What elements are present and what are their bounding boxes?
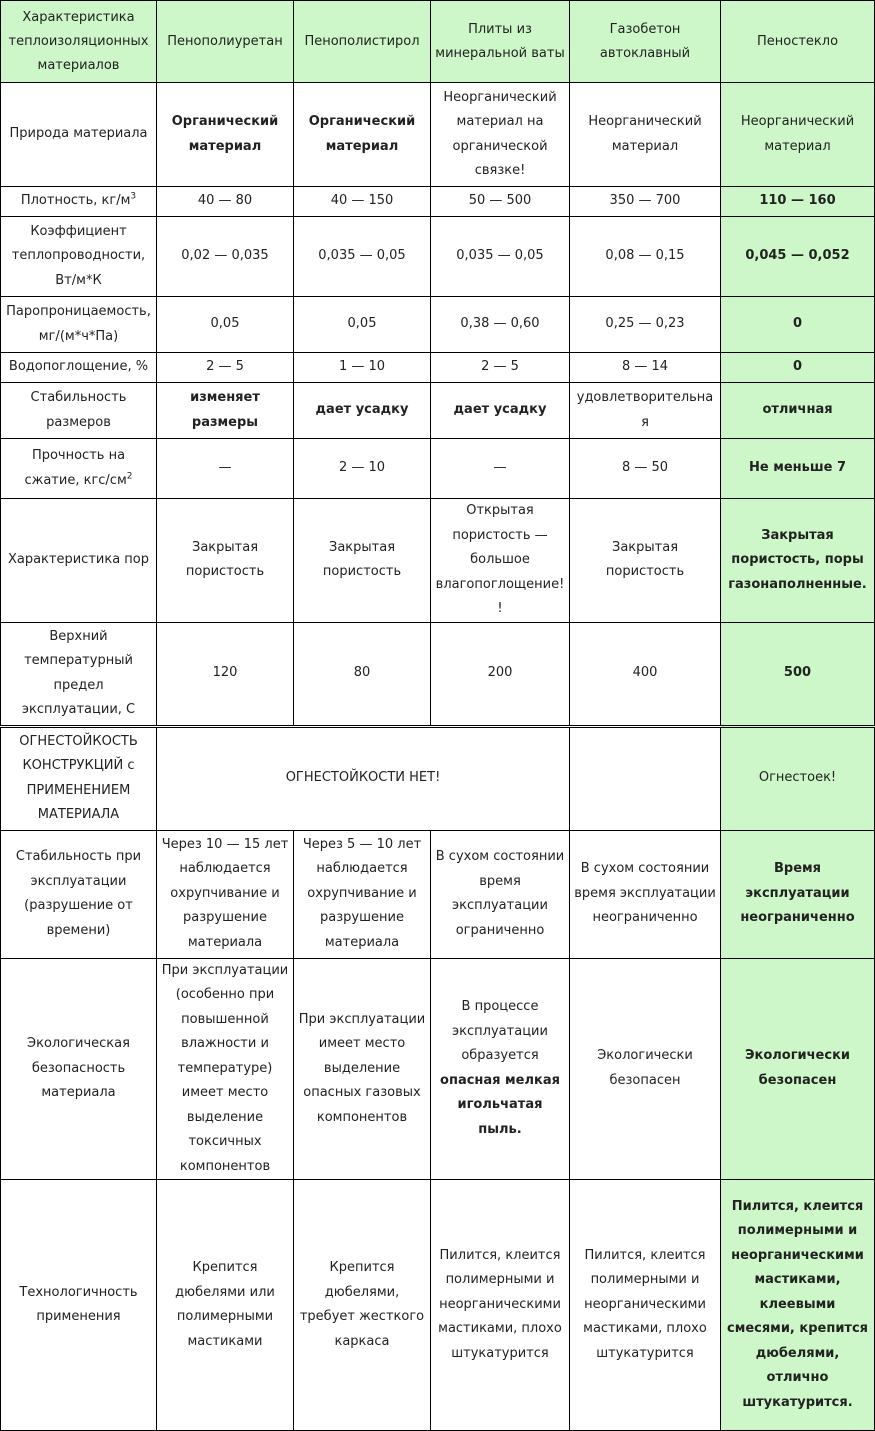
row-ecology	[1, 958, 875, 1180]
cell-gas-concrete: удовлетворительная	[570, 383, 721, 439]
cell-mineral-wool: 50 — 500	[431, 187, 570, 217]
cell-polystyrene: 40 — 150	[294, 187, 431, 217]
row-label: Характеристика пор	[1, 499, 157, 623]
unit-superscript: 2	[126, 471, 133, 482]
row-label	[1, 439, 157, 499]
header-polystyrene: Пенополистирол	[294, 1, 431, 83]
cell-foam-glass: 110 — 160	[721, 187, 875, 217]
row-durability	[1, 830, 875, 958]
row-density	[1, 187, 875, 217]
cell-polystyrene: При эксплуатации имеет место выделение опасных газовых компонентов	[294, 958, 431, 1180]
cell-mineral-wool: Неорганический материал на органической связке!	[431, 83, 570, 187]
header-characteristic: Характеристика теплоизоляционных материалов	[1, 1, 157, 83]
header-mineral-wool: Плиты из минеральной ваты	[431, 1, 570, 83]
cell-polystyrene: Через 5 — 10 лет наблюдается охрупчивание и разрушение материала	[294, 830, 431, 958]
row-label: Технологичность применения	[1, 1180, 157, 1431]
row-fire-resistance	[1, 726, 875, 830]
cell-polyurethane: изменяет размеры	[157, 383, 294, 439]
cell-polyurethane: —	[157, 439, 294, 499]
cell-mineral-wool: 0,38 — 0,60	[431, 297, 570, 353]
cell-polystyrene: 0,05	[294, 297, 431, 353]
header-polyurethane: Пенополиуретан	[157, 1, 294, 83]
cell-foam-glass: 0	[721, 297, 875, 353]
cell-polyurethane: 40 — 80	[157, 187, 294, 217]
cell-polystyrene: Закрытая пористость	[294, 499, 431, 623]
cell-polyurethane: 0,02 — 0,035	[157, 217, 294, 297]
cell-gas-concrete: 8 — 50	[570, 439, 721, 499]
row-label	[1, 187, 157, 217]
cell-gas-concrete: 8 — 14	[570, 353, 721, 383]
cell-foam-glass: 0,045 — 0,052	[721, 217, 875, 297]
cell-mineral-wool: 0,035 — 0,05	[431, 217, 570, 297]
cell-foam-glass: 500	[721, 622, 875, 726]
cell-foam-glass: Пилится, клеится полимерными и неорганическими мастиками, клеевыми смесями, крепится дюбелями, отлично штукатурится.	[721, 1180, 875, 1431]
cell-foam-glass: Неорганический материал	[721, 83, 875, 187]
cell-gas-concrete: Пилится, клеится полимерными и неорганическими мастиками, плохо штукатурится	[570, 1180, 721, 1431]
row-conductivity	[1, 217, 875, 297]
cell-polystyrene: Крепится дюбелями, требует жесткого каркаса	[294, 1180, 431, 1431]
cell-polyurethane: Через 10 — 15 лет наблюдается охрупчивание и разрушение материала	[157, 830, 294, 958]
cell-mineral-wool: В сухом состоянии время эксплуатации ограниченно	[431, 830, 570, 958]
cell-foam-glass: Экологически безопасен	[721, 958, 875, 1180]
cell-polyurethane: Закрытая пористость	[157, 499, 294, 623]
cell-polyurethane: 2 — 5	[157, 353, 294, 383]
cell-polystyrene: 1 — 10	[294, 353, 431, 383]
row-label: Стабильность при эксплуатации (разрушение от времени)	[1, 830, 157, 958]
cell-foam-glass: Закрытая пористость, поры газонаполненные.	[721, 499, 875, 623]
cell-polyurethane: Органический материал	[157, 83, 294, 187]
cell-foam-glass: Огнестоек!	[721, 726, 875, 830]
row-nature	[1, 83, 875, 187]
cell-polystyrene: 2 — 10	[294, 439, 431, 499]
row-temperature-limit	[1, 622, 875, 726]
row-technology	[1, 1180, 875, 1431]
header-row	[1, 1, 875, 83]
cell-polystyrene: дает усадку	[294, 383, 431, 439]
mineral-wool-ecology-warning: опасная мелкая игольчатая пыль.	[440, 1072, 560, 1137]
row-dimensional-stability	[1, 383, 875, 439]
cell-gas-concrete: Закрытая пористость	[570, 499, 721, 623]
cell-mineral-wool: 200	[431, 622, 570, 726]
cell-gas-concrete: 400	[570, 622, 721, 726]
cell-gas-concrete: 0,25 — 0,23	[570, 297, 721, 353]
cell-polyurethane: 120	[157, 622, 294, 726]
cell-gas-concrete: В сухом состоянии время эксплуатации неограниченно	[570, 830, 721, 958]
cell-polystyrene: 80	[294, 622, 431, 726]
cell-gas-concrete: Неорганический материал	[570, 83, 721, 187]
row-label-text: Прочность на сжатие, кгс/см	[24, 448, 127, 488]
cell-mineral-wool: 2 — 5	[431, 353, 570, 383]
row-label: Природа материала	[1, 83, 157, 187]
cell-polystyrene: Органический материал	[294, 83, 431, 187]
cell-foam-glass: 0	[721, 353, 875, 383]
mineral-wool-ecology-text: В процессе эксплуатации образуется	[452, 999, 548, 1064]
row-label-text: Плотность, кг/м	[20, 193, 131, 209]
unit-superscript: 3	[130, 191, 137, 202]
header-foam-glass: Пеностекло	[721, 1, 875, 83]
cell-mineral-wool	[431, 958, 570, 1180]
row-label: ОГНЕСТОЙКОСТЬ КОНСТРУКЦИЙ с ПРИМЕНЕНИЕМ МАТЕРИАЛА	[1, 726, 157, 830]
header-gas-concrete: Газобетон автоклавный	[570, 1, 721, 83]
row-label: Коэффициент теплопроводности, Вт/м*К	[1, 217, 157, 297]
row-label: Паропроницаемость, мг/(м*ч*Па)	[1, 297, 157, 353]
row-compressive-strength	[1, 439, 875, 499]
cell-polyurethane: При эксплуатации (особенно при повышенной влажности и температуре) имеет место выделение токсичных компонентов	[157, 958, 294, 1180]
cell-no-fire-resistance: ОГНЕСТОЙКОСТИ НЕТ!	[157, 726, 570, 830]
cell-gas-concrete: 350 — 700	[570, 187, 721, 217]
cell-mineral-wool: —	[431, 439, 570, 499]
row-water-absorption	[1, 353, 875, 383]
row-label: Стабильность размеров	[1, 383, 157, 439]
row-label: Водопоглощение, %	[1, 353, 157, 383]
cell-gas-concrete: 0,08 — 0,15	[570, 217, 721, 297]
cell-foam-glass: Не меньше 7	[721, 439, 875, 499]
cell-mineral-wool: Открытая пористость — большое влагопоглощение!!	[431, 499, 570, 623]
cell-mineral-wool: Пилится, клеится полимерными и неорганическими мастиками, плохо штукатурится	[431, 1180, 570, 1431]
cell-foam-glass: отличная	[721, 383, 875, 439]
cell-polystyrene: 0,035 — 0,05	[294, 217, 431, 297]
row-pores	[1, 499, 875, 623]
row-vapor	[1, 297, 875, 353]
row-label: Экологическая безопасность материала	[1, 958, 157, 1180]
cell-gas-concrete: Экологически безопасен	[570, 958, 721, 1180]
cell-foam-glass: Время эксплуатации неограниченно	[721, 830, 875, 958]
row-label: Верхний температурный предел эксплуатации, С	[1, 622, 157, 726]
cell-polyurethane: 0,05	[157, 297, 294, 353]
cell-polyurethane: Крепится дюбелями или полимерными мастиками	[157, 1180, 294, 1431]
cell-gas-concrete	[570, 726, 721, 830]
cell-mineral-wool: дает усадку	[431, 383, 570, 439]
